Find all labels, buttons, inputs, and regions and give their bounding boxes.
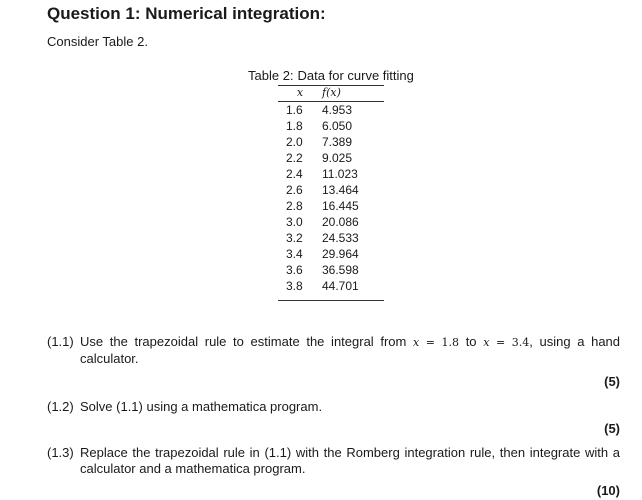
cell-x: 3.8 [278, 278, 322, 301]
math-eq: = [495, 336, 506, 349]
cell-x: 2.2 [286, 151, 303, 165]
part-text: Solve (1.1) using a mathematica program. [80, 399, 323, 414]
table-row [278, 150, 384, 166]
header-fx: f(x) [322, 86, 384, 102]
table-row [278, 118, 384, 134]
table-body [278, 102, 384, 301]
cell-x: 2.0 [286, 135, 303, 149]
table-row [278, 134, 384, 150]
table-row [278, 182, 384, 198]
table-header-row [278, 86, 384, 102]
table-figure [248, 68, 418, 301]
table-row [278, 198, 384, 214]
part-to-word: to [465, 334, 477, 349]
part-text-start: Use the trapezoidal rule to estimate the integral from [80, 334, 407, 349]
part-number: (1.3) [47, 445, 74, 460]
cell-fx: 9.025 [322, 151, 353, 165]
math-from-value: 1.8 [441, 336, 460, 349]
cell-fx: 29.964 [322, 247, 359, 261]
math-var: x [413, 336, 420, 349]
cell-x: 2.8 [286, 199, 303, 213]
cell-x: 1.6 [286, 103, 303, 117]
marks-1-1: (5) [604, 374, 620, 389]
math-expression-to [483, 336, 529, 349]
cell-x: 2.6 [286, 183, 303, 197]
cell-fx: 20.086 [322, 215, 359, 229]
cell-x: 3.6 [286, 263, 303, 277]
part-text: Replace the trapezoidal rule in (1.1) with the Romberg integration rule, then integrate with a calculator and a mathematica program. [80, 445, 620, 476]
cell-fx: 11.023 [322, 167, 358, 181]
table-row [278, 166, 384, 182]
table-caption [248, 68, 418, 83]
part-1-2 [47, 399, 620, 415]
data-table [278, 85, 384, 301]
cell-fx: 44.701 [322, 278, 384, 301]
cell-fx: 4.953 [322, 103, 353, 117]
part-1-1 [47, 334, 620, 367]
table-caption-text: Data for curve fitting [297, 68, 414, 83]
part-1-3 [47, 445, 620, 477]
cell-fx: 13.464 [322, 183, 359, 197]
table-row [278, 214, 384, 230]
part-text-end: , using a hand calculator. [80, 334, 621, 366]
part-number: (1.1) [47, 334, 74, 349]
math-var: x [483, 336, 490, 349]
table-row [278, 102, 384, 119]
part-text [80, 334, 620, 367]
cell-x: 2.4 [286, 167, 303, 181]
cell-fx: 6.050 [322, 119, 353, 133]
table-row [278, 230, 384, 246]
math-expression-from [413, 336, 459, 349]
cell-fx: 16.445 [322, 199, 359, 213]
question-intro: Consider Table 2. [47, 34, 148, 49]
marks-1-3: (10) [596, 483, 620, 498]
cell-fx: 36.598 [322, 263, 359, 277]
cell-x: 3.0 [286, 215, 303, 229]
table-row [278, 262, 384, 278]
cell-fx: 7.389 [322, 135, 353, 149]
part-number: (1.2) [47, 399, 74, 414]
question-title: Question 1: Numerical integration: [47, 4, 326, 23]
cell-x: 1.8 [286, 119, 303, 133]
math-eq: = [425, 336, 435, 349]
table-caption-label: Table 2: [248, 68, 294, 83]
table-row [278, 278, 384, 301]
cell-x: 3.4 [286, 247, 303, 261]
cell-fx: 24.533 [322, 231, 359, 245]
math-to-value: 3.4 [511, 336, 530, 349]
cell-x: 3.2 [286, 231, 303, 245]
marks-1-2: (5) [604, 421, 620, 436]
header-x: x [278, 86, 322, 102]
table-row [278, 246, 384, 262]
